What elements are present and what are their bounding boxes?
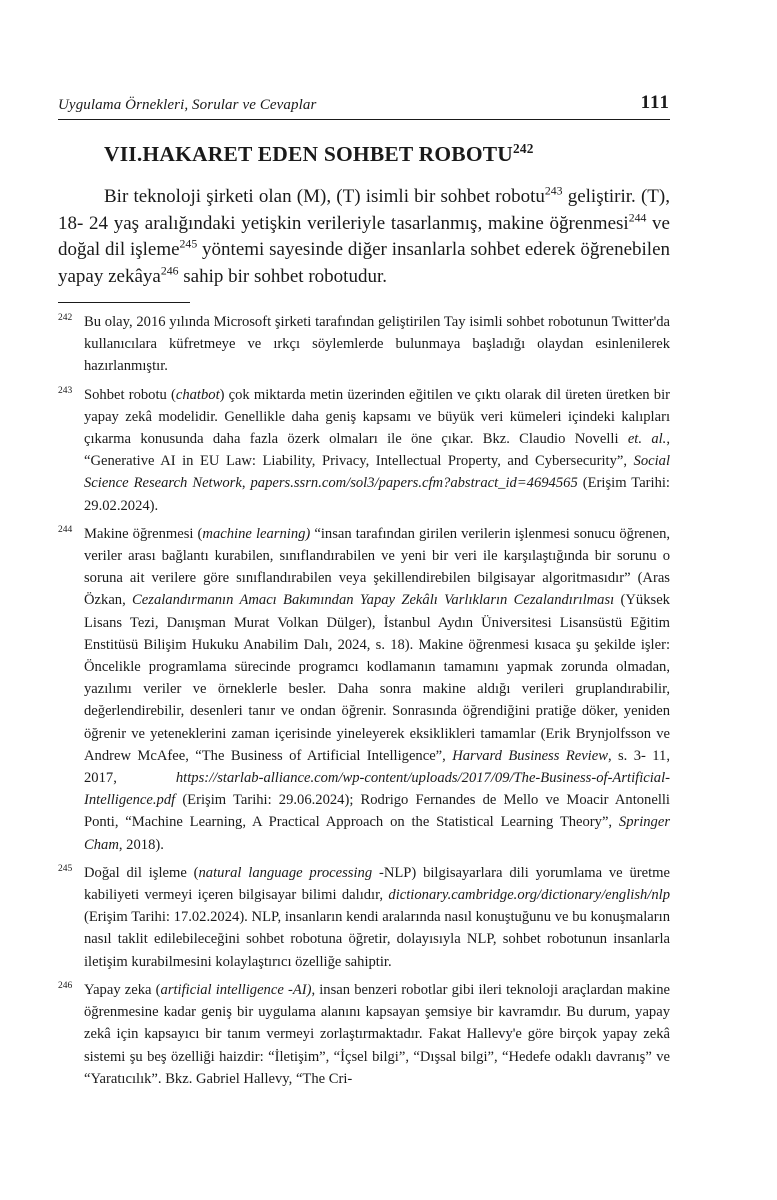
footnote-text: [84, 526, 670, 853]
footnote-italic-title: Cezalandırmanın Amacı Bakımından Yapay Zekâlı Varlıkların Cezalandırılması: [132, 592, 615, 609]
footnote-text: [84, 387, 670, 514]
body-segment: yöntemi sayesinde diğer insanlarla sohbet ederek öğrenebilen yapay zekâya: [58, 239, 670, 288]
footnote-italic-url: dictionary.cambridge.org/dictionary/english/nlp: [388, 887, 670, 904]
body-segment: geliştirir. (T), 18- 24 yaş aralığındaki yetişkin verileriyle tasarlanmış, makine öğrenmesi: [58, 186, 670, 234]
page-header: [58, 92, 670, 114]
footnote-segment: “insan tarafından girilen verilerin işlenmesi sonucu öğrenen, veriler arası bağlantı kurabilen, sınıflandırabilen ve yeni bir veri ile karşılaştığında bir sorunu o soruna ait verilere göre sınıflandırabilen veya şekillendirebilen bilgisayar algoritmasıdır” (Aras Özkan,: [84, 525, 671, 609]
footnote-number: 245: [58, 863, 73, 874]
footnote-segment: Makine öğrenmesi (: [84, 525, 203, 542]
footnote-italic-source: Harvard Business Review: [452, 747, 608, 764]
body-paragraph: [58, 184, 670, 291]
footnote-segment: ) çok miktarda metin üzerinden eğitilen ve çıktı olarak dil üreten üretken bir yapay zekâ modelidir. Genellikle daha geniş kapsamı ve büyük veri kümeleri içindeki kalıpları çıkarma konusunda daha fazla özerk olmaları ile öne çıkar. Bkz. Claudio Novelli: [84, 386, 670, 448]
book-page: [58, 0, 670, 1200]
footnote-italic-term: artificial intelligence -AI): [160, 981, 312, 998]
footnote-segment: (Yüksek Lisans Tezi, Danışman Murat Volkan Dülger), İstanbul Aydın Üniversitesi Lisansüstü Eğitim Enstitüsü Bilişim Hukuku Anabilim Dalı, 2024, s. 18). Makine öğrenmesi kısaca şu şekilde işler: Öncelikle programlama sürecinde programcı kodlamanın tamamını yapmak zorunda olmadan, yazılımı veriler ve örneklerle besler. Daha sonra makine aldığı verileri gruplandırabilir, değerlendirebilir, desenleri tanır ve ondan öğrenir. Sonrasında öğrendiğini pratiğe döker, yeniden öğrenir ve yeteneklerini zaman içerisinde yineleyerek eksiklikleri tamamlar (Erik Brynjolfsson ve Andrew McAfee, “The Business of Artificial Intelligence”,: [84, 592, 670, 764]
footnote-245: [58, 862, 670, 973]
footnote-italic-term: natural language processing: [198, 864, 373, 881]
footnote-separator: [58, 302, 190, 303]
header-rule: [58, 119, 670, 120]
footnote-text: [84, 982, 670, 1087]
footnote-segment: , insan benzeri robotlar gibi ileri teknoloji araçlardan makine öğrenmesine kadar geniş bir uygulama alanını kapsayan şemsiye bir kavramdır. Bu durum, yapay zekâ için kapsayıcı bir tanım vermeyi zorlaştırmaktadır. Fakat Hallevy'e göre birçok yapay zekâ sistemi şu beş özelliği haizdir: “İletişim”, “İçsel bilgi”, “Dışsal bilgi”, “Hedefe odaklı davranış” ve “Yaratıcılık”. Bkz. Gabriel Hallevy, “The Cri-: [84, 981, 670, 1087]
footnote-segment: (Erişim Tarihi: 17.02.2024). NLP, insanların kendi aralarında nasıl konuştuğunu ve bu konuşmaların nasıl taklit edilebileceğini sohbet robotuna öğretir, dolayısıyla NLP, sohbet robotunun insanlarla iletişim kurabilmesini kolaylaştırıcı özelliğe sahiptir.: [84, 909, 670, 970]
footnote-number: 242: [58, 313, 73, 323]
footnote-segment: , 2018).: [118, 836, 164, 853]
footnote-242: [58, 311, 670, 378]
footnote-segment: , s. 3- 11, 2017,: [84, 747, 670, 787]
footnote-italic-source: Social Science Research Network: [84, 453, 670, 492]
footnote-italic-source: Springer Cham: [84, 814, 670, 853]
body-segment: Bir teknoloji şirketi olan (M), (T) isimli bir sohbet robotu: [104, 186, 545, 207]
footnote-text: [84, 865, 670, 970]
page-number: 111: [640, 92, 670, 113]
section-title-text: VII.HAKARET EDEN SOHBET ROBOTU: [104, 142, 514, 166]
footnote-number: 244: [58, 524, 73, 535]
footnotes: [58, 311, 670, 1096]
footnote-italic-url: https://starlab-alliance.com/wp-content/uploads/2017/09/The-Business-of-Artificial-Intelligence.pdf: [84, 770, 670, 809]
footnote-ref: 244: [628, 211, 647, 225]
footnote-ref: 246: [160, 264, 179, 278]
footnote-segment: Bu olay, 2016 yılında Microsoft şirketi tarafından geliştirilen Tay isimli sohbet robotunun Twitter'da kullanıcılara küfretmeye ve ırkçı söylemlerde bulunmaya başladığı olaydan esinlenilerek hazırlanmıştır.: [84, 314, 670, 375]
footnote-segment: Yapay zeka (: [84, 981, 161, 998]
footnote-italic-term: et. al.: [627, 431, 667, 448]
footnote-segment: ,: [241, 475, 251, 492]
body-segment: sahip bir sohbet robotudur.: [178, 266, 387, 288]
footnote-number: 246: [58, 980, 73, 991]
footnote-246: [58, 979, 670, 1090]
footnote-italic-term: machine learning): [202, 525, 311, 542]
footnote-segment: , “Generative AI in EU Law: Liability, Privacy, Intellectual Property, and Cybersecurity”,: [84, 431, 670, 470]
footnote-segment: (Erişim Tarihi: 29.02.2024).: [84, 475, 670, 514]
running-head: Uygulama Örnekleri, Sorular ve Cevaplar: [58, 97, 317, 113]
footnote-segment: Sohbet robotu (: [84, 386, 176, 403]
footnote-ref: 243: [544, 184, 563, 198]
footnote-text: [84, 314, 670, 374]
footnote-number: 243: [58, 385, 73, 396]
section-title: [104, 142, 534, 167]
section-title-footnote-ref: 242: [513, 140, 534, 156]
footnote-243: [58, 384, 670, 517]
footnote-italic-term: chatbot: [175, 386, 220, 403]
footnote-italic-url: papers.ssrn.com/sol3/papers.cfm?abstract_id=4694565: [250, 475, 578, 492]
footnote-ref: 245: [179, 238, 198, 252]
footnote-segment: (Erişim Tarihi: 29.06.2024); Rodrigo Fernandes de Mello ve Moacir Antonelli Ponti, “Machine Learning, A Practical Approach on the Statistical Learning Theory”,: [84, 792, 670, 831]
footnote-segment: Doğal dil işleme (: [84, 864, 199, 881]
footnote-244: [58, 523, 670, 856]
body-segment: ve doğal dil işleme: [58, 212, 670, 261]
footnote-segment: -NLP) bilgisayarlara dili yorumlama ve üretme kabiliyeti vermeyi içeren bilgisayar bilimi dalıdır,: [84, 864, 670, 904]
